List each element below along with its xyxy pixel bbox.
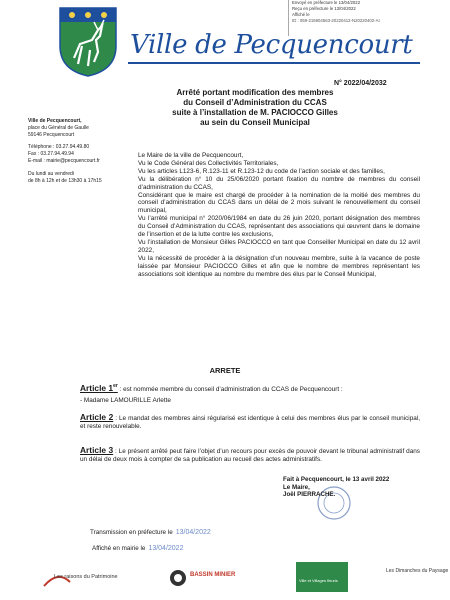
logo-text: Les Dimanches du Paysage [386, 568, 449, 574]
arrete-heading: ARRETE [209, 366, 241, 375]
document-body [138, 152, 420, 279]
transmission-date: 13/04/2022 [175, 529, 211, 536]
transmission-label: Transmission en préfecture le [90, 529, 173, 536]
article-2 [80, 414, 420, 431]
stamp-line: Affiché le [292, 12, 310, 17]
body-paragraph: Vu la nécessité de procéder à la désignation d’un nouveau membre, suite à la vacance de poste laissée par Monsieur PACIOCCO Gilles et afin que le nombre de membres représentant les associations soit identique au nombre du membre des élus par le Conseil Municipal, [138, 254, 420, 278]
signer-name: Joël PIERRACHE. [283, 491, 336, 499]
logo-text: Les raisons du Patrimoine [54, 574, 118, 580]
article-label: Article 2 [80, 412, 114, 422]
page-title: Ville de Pecquencourt [130, 30, 413, 60]
logo-text: BASSIN MINIER [190, 572, 236, 578]
body-paragraph: Vu le Code Général des Collectivités Territoriales, [138, 159, 279, 167]
footer-logos [0, 556, 450, 596]
heading-line: au sein du Conseil Municipal [200, 118, 310, 127]
phone: Téléphone : 03.27.94.49.80 [28, 144, 90, 151]
contact-sidebar [28, 118, 128, 184]
article-3 [80, 447, 420, 464]
transmission-line [90, 529, 211, 536]
address-line: Ville de Pecquencourt, [28, 118, 82, 124]
body-paragraph: Vu l’arrêté municipal n° 2020/06/1984 en date du 26 juin 2020, portant désignation des membres du Conseil d’Administration du CCAS, représentant des associations qui œuvrent dans le domaine de l’insertion et de la lutte contre les exclusions, [138, 215, 420, 239]
dimanches-paysage-logo [386, 568, 448, 574]
hours-line: de 8h à 12h et de 13h30 à 17h15 [28, 177, 102, 184]
article-text: : est nommée membre du conseil d’administration du CCAS de Pecquencourt : [117, 385, 343, 393]
body-paragraph: Le Maire de la ville de Pecquencourt, [138, 152, 244, 159]
stamp-line: Envoyé en préfecture le 13/04/2022 [292, 0, 361, 5]
heading-line: Arrêté portant modification des membres [176, 88, 334, 97]
bassin-minier-logo [170, 570, 236, 586]
town-crest-logo [58, 6, 118, 78]
document-heading [120, 88, 390, 128]
logo-text: Ville et Villages fleuris [299, 578, 338, 583]
appointee: - Madame LAMOURILLE Arlette [80, 397, 171, 404]
address-line: 59146 Pecquencourt [28, 131, 75, 138]
affiche-label: Affiché en mairie le [92, 545, 146, 552]
article-text: : Le mandat des membres ainsi régularisé est identique à celui des membres élus par le conseil municipal, et reste renouvelable. [80, 415, 420, 430]
signer-role: Le Maire, [283, 483, 310, 491]
body-paragraph: Vu la délibération n° 10 du 25/06/2020 portant fixation du nombre de membres du conseil d’administration du CCAS, [138, 175, 420, 191]
title-divider [128, 62, 420, 64]
affiche-date: 13/04/2022 [148, 545, 184, 552]
body-paragraph: Considérant que le maire est chargé de procéder à la nomination de la moitié des membres du conseil d’administration du CCAS dans un délai de 2 mois suivant le renouvellement du conseil municipal, [138, 191, 420, 215]
heading-line: suite à l’installation de M. PACIOCCO Gilles [172, 108, 338, 117]
fax: Fax : 03.27.94.49.94 [28, 151, 74, 158]
body-paragraph: Vu les articles L123-6, R.123-11 et R.123-12 du code de l’action sociale et des familles, [138, 167, 385, 175]
article-text: : Le présent arrêté peut faire l’objet d’un recours pour excès de pouvoir devant le tribunal administratif dans un délai de deux mois à compter de sa publication au recueil des actes administratifs. [80, 448, 420, 463]
address-line: place du Général de Gaulle [28, 124, 89, 131]
email: E-mail : mairie@pecquencourt.fr [28, 157, 100, 164]
place-date: Fait à Pecquencourt, le 13 avril 2022 [283, 476, 390, 483]
heading-line: du Conseil d’Administration du CCAS [183, 98, 327, 107]
patrimoine-logo [44, 574, 118, 586]
stamp-line: Reçu en préfecture le 13/04/2022 [292, 6, 356, 11]
reference-number: N° 2022/04/2032 [334, 80, 387, 87]
hours-line: Du lundi au vendredi [28, 170, 74, 177]
affiche-line [92, 545, 183, 552]
article-1 [80, 383, 420, 394]
article-label: Article 1er [80, 382, 118, 393]
stamp-id: ID : 059-215904563-20220412-N20220402-AI [292, 18, 380, 23]
body-paragraph: Vu l’installation de Monsieur Gilles PACIOCCO en tant que Conseiller Municipal en date du 12 avril 2022, [138, 238, 420, 254]
villes-fleuries-logo [296, 562, 348, 592]
article-label: Article 3 [80, 445, 114, 455]
signature-block [283, 476, 389, 499]
